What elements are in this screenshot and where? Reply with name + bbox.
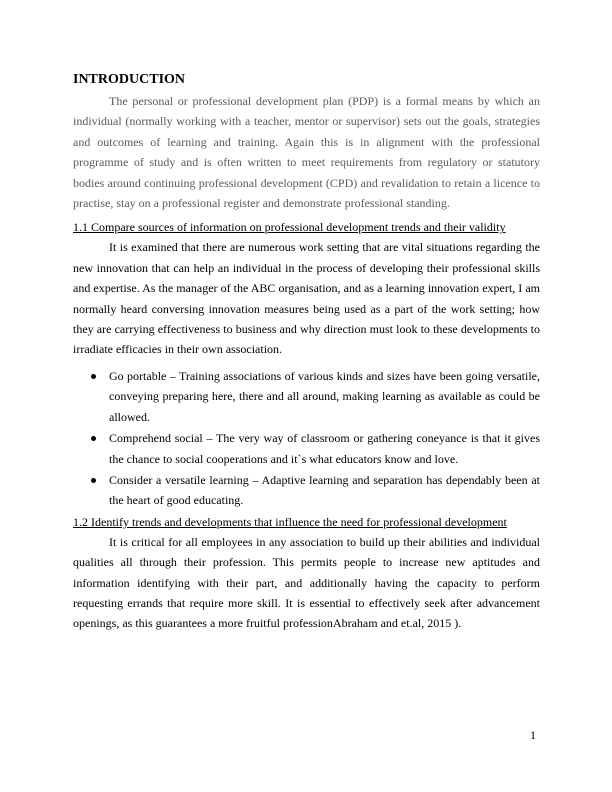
- bullet-icon: [91, 478, 96, 483]
- bullet-icon: [91, 436, 96, 441]
- page-title: INTRODUCTION: [73, 72, 186, 87]
- bullet-text: Consider a versatile learning – Adaptive learning and separation has dependably been at the heart of good educating.: [109, 472, 540, 508]
- document-page: [73, 70, 540, 634]
- section-2-paragraph: It is critical for all employees in any association to build up their abilities and individual qualities all through their profession. This permits people to increase new aptitudes and information identifying with their part, and additionally having the capacity to perform requesting errands that require more skill. It is essential to effectively seek after advancement openings, as this guarantees a more fruitful professionAbraham and et.al, 2015 ).: [73, 534, 540, 631]
- page-number: 1: [530, 728, 536, 742]
- section-1-heading: 1.1 Compare sources of information on professional development trends and their validity: [73, 220, 506, 235]
- section-2-heading: 1.2 Identify trends and developments that influence the need for professional development: [73, 514, 507, 529]
- section-1-paragraph: It is examined that there are numerous work setting that are vital situations regarding the new innovation that can help an individual in the process of developing their professional skills and expertise. As the manager of the ABC organisation, and as a learning innovation expert, I am normally heard conversing innovation measures being used as a part of the work setting; how they are carrying effectiveness to business and why direction must look to these developments to irradiate efficacies in their own association.: [73, 240, 540, 357]
- bullet-text: Go portable – Training associations of various kinds and sizes have been going versatile, conveying preparing here, there and all around, making learning as available as could be allowed.: [109, 368, 540, 424]
- bullet-item: [73, 366, 540, 427]
- intro-paragraph: The personal or professional development plan (PDP) is a formal means by which an individual (normally working with a teacher, mentor or supervisor) sets out the goals, strategies and outcomes of learning and training. Again this is in alignment with the professional programme of study and is often written to meet requirements from regulatory or statutory bodies around continuing professional development (CPD) and revalidation to retain a licence to practise, stay on a professional register and demonstrate professional standing.: [73, 94, 540, 211]
- section-1-bullet-list: [73, 366, 540, 511]
- bullet-item: [73, 470, 540, 511]
- bullet-item: [73, 428, 540, 469]
- bullet-text: Comprehend social – The very way of classroom or gathering coneyance is that it gives the chance to social cooperations and it`s what educators know and love.: [109, 431, 540, 466]
- bullet-icon: [91, 374, 96, 379]
